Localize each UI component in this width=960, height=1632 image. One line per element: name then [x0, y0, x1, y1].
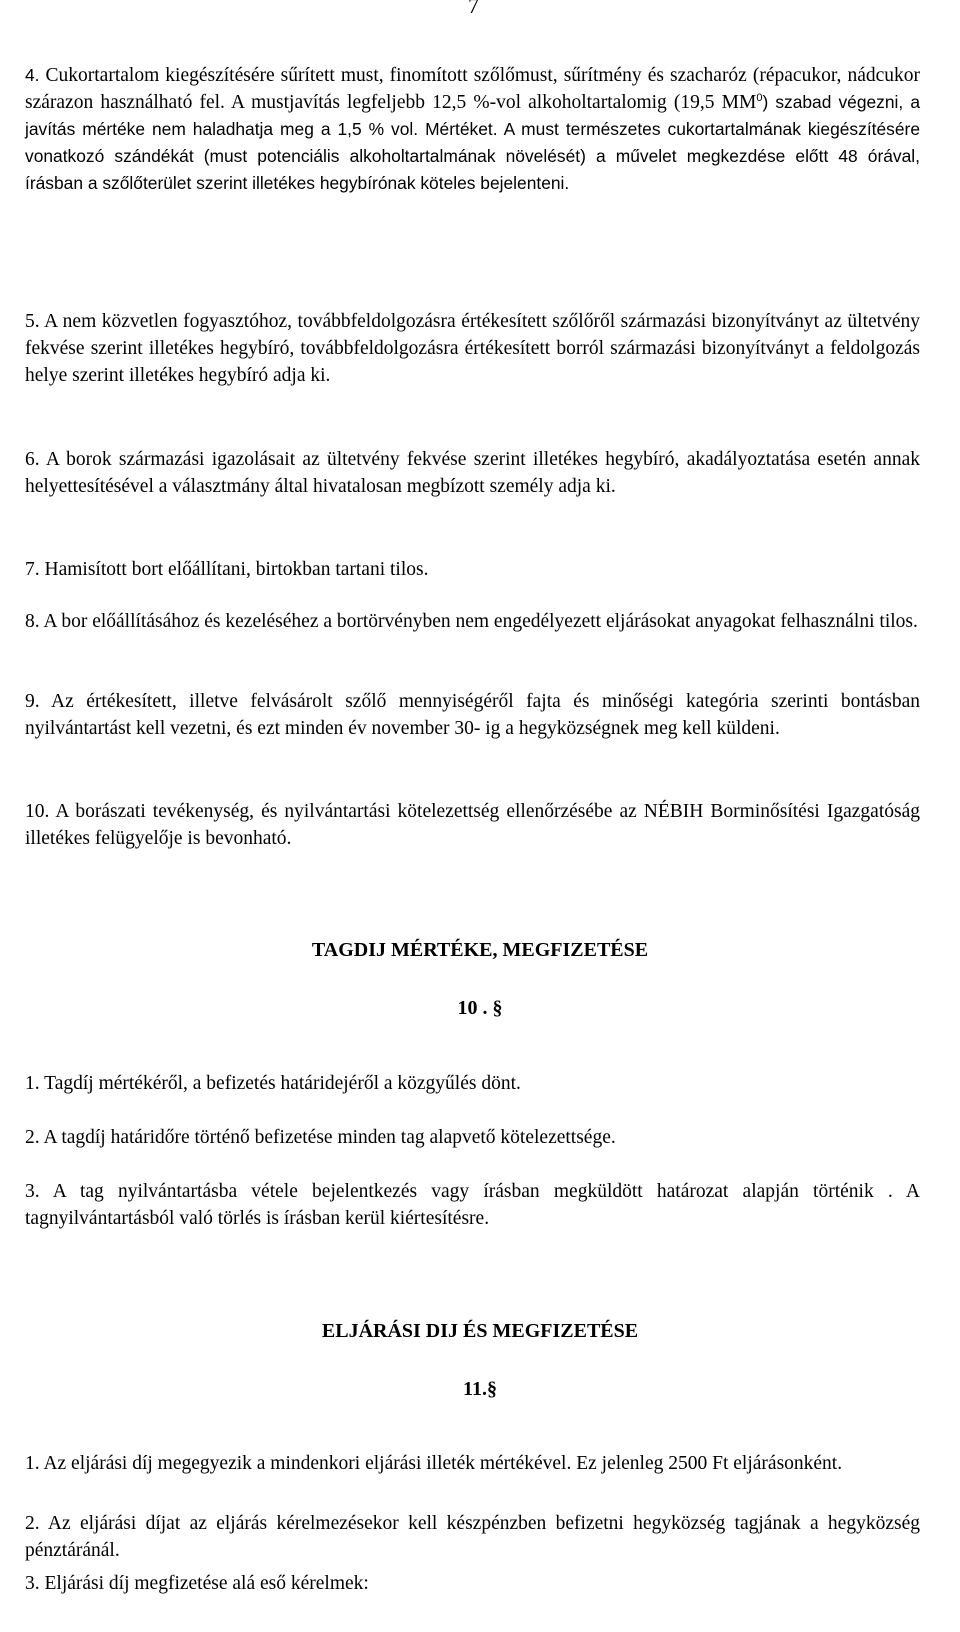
list-item-text: Az eljárási díjat az eljárás kérelmezésekor kell készpénzben befizetni hegyközség tagjának a hegyközség pénztáránál. — [25, 1513, 920, 1561]
list-item-number: 3. — [25, 1181, 40, 1202]
paragraph-text-part: A must természetes cukortartalmának kiegészítésére vonatkozó szándékát (must potenciális alkoholtartalmának növelését) a művelet megkezdése előtt 48 órával, írásban a szőlőterület szerint illetékes hegybírónak köteles bejelenteni. — [25, 119, 920, 193]
list-item-text: A tag nyilvántartásba vétele bejelentkezés vagy írásban megküldött határozat alapján történik . A tagnyilvántartásból való törlés is írásban kerül kiértesítésre. — [25, 1181, 920, 1229]
paragraph-5 — [25, 308, 920, 389]
list-item-text: Az eljárási díj megegyezik a mindenkori eljárási illeték mértékével. Ez jelenleg 2500 Ft eljárásonként. — [43, 1453, 843, 1474]
list-item-number: 1. — [25, 1073, 40, 1094]
paragraph-text-part: ) szabad végezni, a javítás mértéke nem haladhatja meg a 1,5 % vol. Mértéket. — [25, 92, 920, 139]
list-item-text: Tagdíj mértékéről, a befizetés határidejéről a közgyűlés dönt. — [44, 1073, 521, 1094]
paragraph-number: 8. — [25, 611, 40, 632]
list-item — [25, 1570, 920, 1597]
paragraph-number: 9. — [25, 691, 40, 712]
list-item-text: A tagdíj határidőre történő befizetése minden tag alapvető kötelezettsége. — [43, 1127, 616, 1148]
list-item-number: 2. — [25, 1513, 40, 1534]
paragraph-text: Hamisított bort előállítani, birtokban tartani tilos. — [44, 559, 429, 580]
section-heading-tagdij: TAGDIJ MÉRTÉKE, MEGFIZETÉSE — [311, 939, 649, 961]
paragraph-number: 4. — [25, 65, 40, 85]
paragraph-number: 6. — [25, 449, 40, 470]
paragraph-text: A bor előállításához és kezeléséhez a bortörvényben nem engedélyezett eljárásokat anyagokat felhasználni tilos. — [43, 611, 918, 632]
paragraph-text: A borok származási igazolásait az ültetvény fekvése szerint illetékes hegybíró, akadályoztatása esetén annak helyettesítésével a választmány által hivatalosan megbízott személy adja ki. — [25, 449, 920, 497]
superscript: 0 — [756, 92, 763, 105]
list-item-text: Eljárási díj megfizetése alá eső kérelmek: — [44, 1573, 369, 1594]
section-heading-eljarasi: ELJÁRÁSI DIJ ÉS MEGFIZETÉSE — [321, 1320, 639, 1342]
list-item — [25, 1510, 920, 1564]
list-item — [25, 1178, 920, 1232]
paragraph-8 — [25, 608, 920, 635]
section-mark-11: 11.§ — [463, 1378, 497, 1400]
paragraph-number: 5. — [25, 311, 40, 332]
section-mark-10: 10 . § — [457, 997, 503, 1019]
page-number: 7 — [468, 0, 479, 18]
paragraph-6 — [25, 446, 920, 500]
paragraph-text: A borászati tevékenység, és nyilvántartási kötelezettség ellenőrzésébe az NÉBIH Borminősítési Igazgatóság illetékes felügyelője is bevonható. — [25, 801, 920, 849]
paragraph-text — [25, 65, 920, 193]
list-item-number: 3. — [25, 1573, 40, 1594]
list-item-number: 2. — [25, 1127, 40, 1148]
paragraph-4 — [25, 62, 920, 197]
paragraph-7 — [25, 556, 920, 583]
paragraph-number: 7. — [25, 559, 40, 580]
list-item — [25, 1124, 920, 1151]
list-item — [25, 1450, 920, 1477]
list-item-number: 1. — [25, 1453, 40, 1474]
paragraph-10 — [25, 798, 920, 852]
paragraph-text: Az értékesített, illetve felvásárolt szőlő mennyiségéről fajta és minőségi kategória szerinti bontásban nyilvántartást kell vezetni, és ezt minden év november 30- ig a hegyközségnek meg kell küldeni. — [25, 691, 920, 739]
paragraph-text: A nem közvetlen fogyasztóhoz, továbbfeldolgozásra értékesített szőlőről származási bizonyítványt az ültetvény fekvése szerint illetékes hegybíró, továbbfeldolgozásra értékesített borról származási bizonyítványt a feldolgozás helye szerint illetékes hegybíró adja ki. — [25, 311, 920, 386]
paragraph-number: 10. — [25, 801, 50, 822]
paragraph-text-part: Cukortartalom kiegészítésére sűrített must, finomított szőlőmust, sűrítmény és szacharóz (répacukor, nádcukor szárazon használható fel. A mustjavítás legfeljebb 12,5 %-vol alkoholtartalomig (19,5 MM — [25, 65, 920, 113]
paragraph-9 — [25, 688, 920, 742]
list-item — [25, 1070, 920, 1097]
